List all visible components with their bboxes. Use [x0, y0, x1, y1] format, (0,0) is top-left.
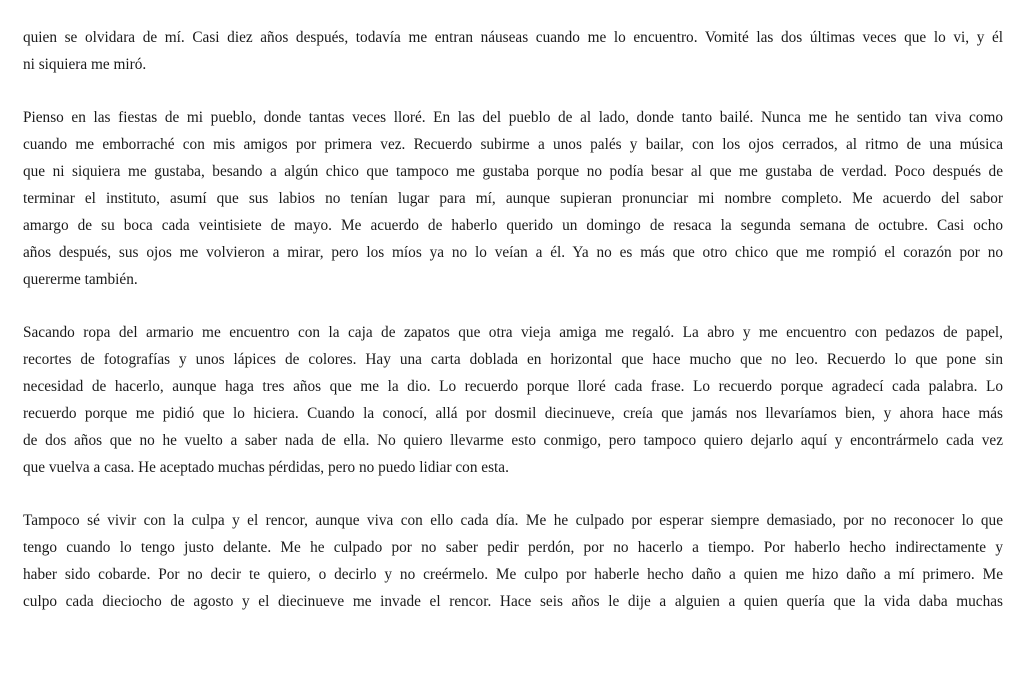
text-line: años después, sus ojos me volvieron a mirar, pero los míos ya no lo veían a él. Ya no es más que otro chico que me rompió el corazón por no: [23, 244, 1003, 261]
text-line: terminar el instituto, asumí que sus labios no tenían lugar para mí, aunque supieran pronunciar mi nombre completo. Me acuerdo del sabor: [23, 190, 1003, 207]
paragraph-2: [23, 104, 1003, 293]
text-line: quien se olvidara de mí. Casi diez años después, todavía me entran náuseas cuando me lo encuentro. Vomité las dos últimas veces que lo vi, y él: [23, 29, 1003, 46]
text-line: que vuelva a casa. He aceptado muchas pérdidas, pero no puedo lidiar con esta.: [23, 459, 509, 476]
text-line: de dos años que no he vuelto a saber nada de ella. No quiero llevarme esto conmigo, pero tampoco quiero dejarlo aquí y encontrármelo cada vez: [23, 432, 1003, 449]
text-line: ni siquiera me miró.: [23, 56, 147, 73]
text-line: que ni siquiera me gustaba, besando a algún chico que tampoco me gustaba porque no podía besar al que me gustaba de verdad. Poco después de: [23, 163, 1003, 180]
text-line: Sacando ropa del armario me encuentro con la caja de zapatos que otra vieja amiga me regaló. La abro y me encuentro con pedazos de papel,: [23, 324, 1003, 341]
text-line: cuando me emborraché con mis amigos por primera vez. Recuerdo subirme a unos palés y bailar, con los ojos cerrados, al ritmo de una música: [23, 136, 1003, 153]
text-line: culpo cada dieciocho de agosto y el diecinueve me invade el rencor. Hace seis años le dije a alguien a quien quería que la vida daba muchas: [23, 593, 1003, 610]
paragraph-1: [23, 24, 1003, 78]
text-line: Tampoco sé vivir con la culpa y el rencor, aunque viva con ello cada día. Me he culpado por esperar siempre demasiado, por no reconocer lo que: [23, 512, 1003, 529]
paragraph-3: [23, 319, 1003, 481]
text-line: haber sido cobarde. Por no decir te quiero, o decirlo y no creérmelo. Me culpo por haberle hecho daño a quien me hizo daño a mí primero. Me: [23, 566, 1003, 583]
text-line: recuerdo porque me pidió que lo hiciera. Cuando la conocí, allá por dosmil diecinueve, creía que jamás nos llevaríamos bien, y ahora hace más: [23, 405, 1003, 422]
text-line: tengo cuando lo tengo justo delante. Me he culpado por no saber pedir perdón, por no hacerlo a tiempo. Por haberlo hecho indirectamente y: [23, 539, 1003, 556]
paragraph-4: [23, 507, 1003, 615]
text-line: amargo de su boca cada veintisiete de mayo. Me acuerdo de haberlo querido un domingo de resaca la segunda semana de octubre. Casi ocho: [23, 217, 1003, 234]
text-line: recortes de fotografías y unos lápices de colores. Hay una carta doblada en horizontal que hace mucho que no leo. Recuerdo lo que pone sin: [23, 351, 1003, 368]
text-line: quererme también.: [23, 271, 138, 288]
text-line: necesidad de hacerlo, aunque haga tres años que me la dio. Lo recuerdo porque lloré cada frase. Lo recuerdo porque agradecí cada palabra. Lo: [23, 378, 1003, 395]
text-line: Pienso en las fiestas de mi pueblo, donde tantas veces lloré. En las del pueblo de al lado, donde tanto bailé. Nunca me he sentido tan viva como: [23, 109, 1003, 126]
document-page: [23, 24, 1003, 641]
